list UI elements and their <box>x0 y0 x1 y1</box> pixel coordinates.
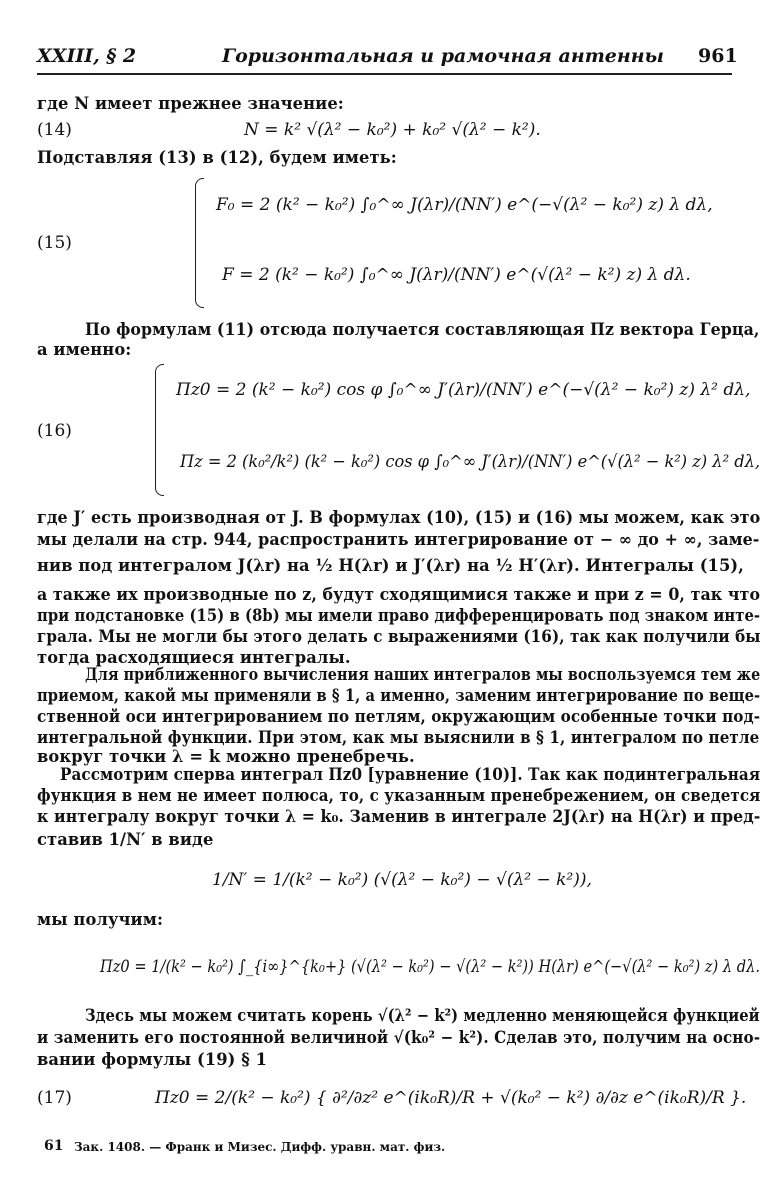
eq15-line1: F₀ = 2 (k² − k₀²) ∫₀^∞ J(λr)/(NN′) e^(−√(λ² − k₀²) z) λ dλ, <box>216 195 713 215</box>
eq17-formula: Πz0 = 2/(k² − k₀²) { ∂²/∂z² e^(ik₀R)/R + √(k₀² − k²) ∂/∂z e^(ik₀R)/R }. <box>155 1088 747 1108</box>
p-consider-1: Рассмотрим сперва интеграл Πz0 [уравнение (10)]. Так как подинтегральная <box>60 765 761 784</box>
p-consider-2: функция в нем не имеет полюса, то, с указанным пренебрежением, он сведется <box>37 786 761 805</box>
p-where-1: где J′ есть производная от J. В формулах (10), (15) и (16) мы можем, как это <box>37 508 761 527</box>
header-title: Горизонтальная и рамочная антенны <box>222 45 664 67</box>
p-where-5: при подстановке (15) в (8b) мы имели право дифференцировать под знаком инте- <box>37 606 761 625</box>
p-here-2: и заменить его постоянной величиной √(k₀² − k²). Сделав это, получим на осно- <box>37 1028 761 1047</box>
p-formulas-2: а именно: <box>37 340 132 359</box>
p-here-1: Здесь мы можем считать корень √(λ² − k²) медленно меняющейся функцией <box>85 1006 760 1025</box>
p-approx-4: интегральной функции. При этом, как мы выяснили в § 1, интегралом по петле <box>37 728 760 747</box>
eq16-line1: Πz0 = 2 (k² − k₀²) cos φ ∫₀^∞ J′(λr)/(NN′) e^(−√(λ² − k₀²) z) λ² dλ, <box>176 380 751 400</box>
intro-line: где N имеет прежнее значение: <box>37 94 344 113</box>
p-approx-5: вокруг точки λ = k можно пренебречь. <box>37 747 415 766</box>
eq15-line2: F = 2 (k² − k₀²) ∫₀^∞ J(λr)/(NN′) e^(√(λ² − k²) z) λ dλ. <box>222 265 691 285</box>
eq-pi-z0: Πz0 = 1/(k² − k₀²) ∫_{i∞}^{k₀+} (√(λ² − k₀²) − √(λ² − k²)) H(λr) e^(−√(λ² − k₀²) z) λ dλ. <box>100 957 760 977</box>
eq14-formula: N = k² √(λ² − k₀²) + k₀² √(λ² − k²). <box>244 120 541 140</box>
p-where-7: тогда расходящиеся интегралы. <box>37 648 351 667</box>
header-rule <box>37 73 732 75</box>
p-where-3: нив под интегралом J(λr) на ½ H(λr) и J′(λr) на ½ H′(λr). Интегралы (15), <box>37 556 744 575</box>
eq15-brace <box>195 178 204 308</box>
eq17-number: (17) <box>37 1088 72 1108</box>
subst-line: Подставляя (13) в (12), будем иметь: <box>37 148 397 167</box>
p-consider-3: к интегралу вокруг точки λ = k₀. Заменив в интеграле 2J(λr) на H(λr) и пред- <box>37 807 761 826</box>
eq16-line2: Πz = 2 (k₀²/k²) (k² − k₀²) cos φ ∫₀^∞ J′(λr)/(NN′) e^(√(λ² − k²) z) λ² dλ, <box>180 452 761 472</box>
eq-inverse-n: 1/N′ = 1/(k² − k₀²) (√(λ² − k₀²) − √(λ² − k²)), <box>212 870 592 890</box>
p-formulas-1: По формулам (11) отсюда получается составляющая Πz вектора Герца, <box>85 320 760 339</box>
p-consider-4: ставив 1/N′ в виде <box>37 830 214 849</box>
p-approx-2: приемом, какой мы применяли в § 1, а именно, заменим интегрирование по веще- <box>37 686 761 705</box>
p-here-3: вании формулы (19) § 1 <box>37 1050 268 1069</box>
eq15-number: (15) <box>37 233 72 253</box>
header-section: XXIII, § 2 <box>37 45 137 67</box>
eq16-number: (16) <box>37 421 72 441</box>
footer-sheet: 61 <box>44 1138 64 1154</box>
p-where-6: грала. Мы не могли бы этого делать с выражениями (16), так как получили бы <box>37 627 761 646</box>
eq16-brace <box>155 364 164 496</box>
footer-text: Зак. 1408. — Франк и Мизес. Дифф. уравн. мат. физ. <box>74 1140 446 1154</box>
p-approx-3: ственной оси интегрированием по петлям, окружающим особенные точки под- <box>37 707 761 726</box>
we-get-line: мы получим: <box>37 910 164 929</box>
eq14-number: (14) <box>37 120 72 140</box>
page-number: 961 <box>698 45 738 67</box>
p-approx-1: Для приближенного вычисления наших интегралов мы воспользуемся тем же <box>85 665 761 684</box>
p-where-4: а также их производные по z, будут сходящимися также и при z = 0, так что <box>37 585 761 604</box>
p-where-2: мы делали на стр. 944, распространить интегрирование от − ∞ до + ∞, заме- <box>37 530 760 549</box>
